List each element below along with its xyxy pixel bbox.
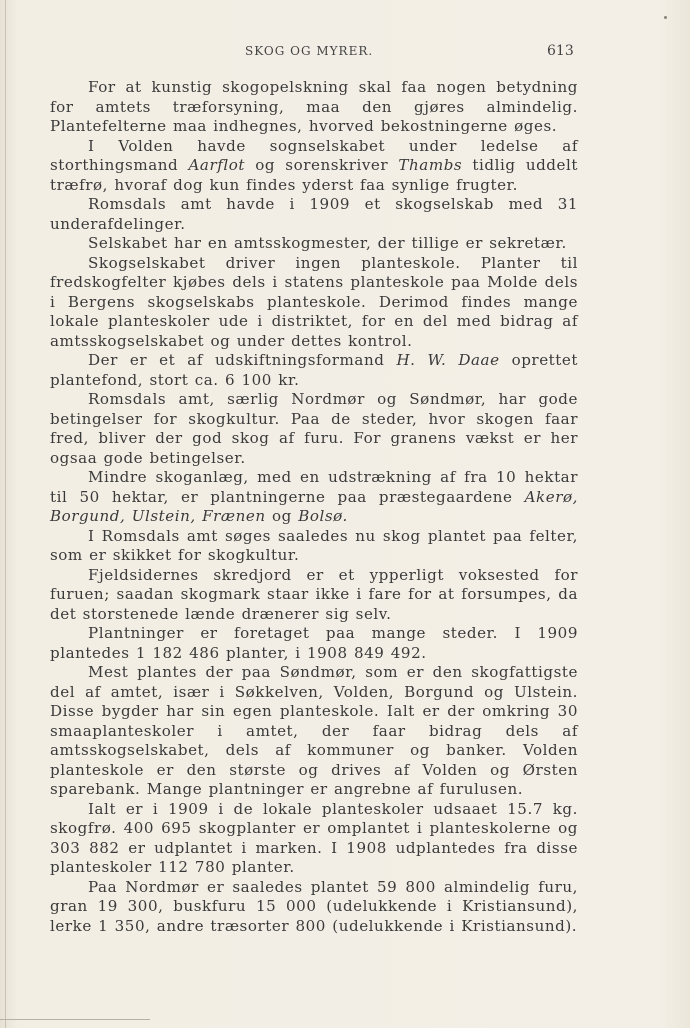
paragraph-text: og <box>265 507 299 525</box>
paragraph-text: Selskabet har en amtsskogmester, der tillige er sekretær. <box>88 234 567 252</box>
paragraph-text: Ialt er i 1909 i de lokale planteskoler udsaaet 15.7 kg. skogfrø. 400 695 skogplanter er omplantet i planteskolerne og 303 882 er udplantet i marken. I 1908 udplantedes fra disse planteskoler 112 780 planter. <box>50 799 578 876</box>
paragraph-text: oprettet plantefond, stort ca. 6 100 kr. <box>50 351 579 389</box>
italic-name: Aarflot <box>188 156 245 174</box>
paragraph <box>50 234 578 254</box>
paragraph <box>50 351 578 390</box>
paragraph-text: og sorenskriver <box>245 156 399 174</box>
paragraph <box>50 195 578 234</box>
paragraph-text: I Volden havde sognselskabet under ledelse af storthingsmand <box>50 136 578 174</box>
paragraph-text: Skogselskabet driver ingen planteskole. Planter til fredskogfelter kjøbes dels i statens planteskole paa Molde dels i Bergens skogselskabs planteskole. Derimod findes mange lokale planteskoler ude i distriktet, for en del med bidrag af amtsskogselskabet og under dettes kontrol. <box>50 253 578 350</box>
paragraph <box>50 878 578 937</box>
paper-speck <box>664 16 667 19</box>
paragraph-text: Paa Nordmør er saaledes plantet 59 800 almindelig furu, gran 19 300, buskfuru 15 000 (udelukkende i Kristiansund), lerke 1 350, andre træsorter 800 (udelukkende i Kristiansund). <box>50 877 578 935</box>
body-text <box>50 78 578 936</box>
italic-name: Akerø, Borgund, Ulstein, Frænen <box>50 487 578 525</box>
paragraph <box>50 78 578 137</box>
paragraph-text: Romsdals amt, særlig Nordmør og Søndmør, har gode betingelser for skogkultur. Paa de steder, hvor skogen faar fred, bliver der god skog af furu. For granens vækst er her ogsaa gode betingelser. <box>50 390 578 467</box>
paragraph-text: Romsdals amt havde i 1909 et skogselskab med 31 underafdelinger. <box>50 195 578 233</box>
italic-name: Thambs <box>398 156 463 174</box>
paragraph-text: Mest plantes der paa Søndmør, som er den skogfattigste del af amtet, især i Søkkelven, Volden, Borgund og Ulstein. Disse bygder har sin egen planteskole. Ialt er der omkring 30 smaaplanteskoler i amtet, der faar bidrag dels af amtsskogselskabet, dels af kommuner og banker. Volden planteskole er den største og drives af Volden og Ørsten sparebank. Mange plantninger er angrebne af furulusen. <box>50 663 578 798</box>
paragraph <box>50 624 578 663</box>
page-number: 613 <box>547 43 574 59</box>
paragraph <box>50 390 578 468</box>
paragraph-text: Fjeldsidernes skredjord er et ypperligt voksested for furuen; saadan skogmark staar ikke i fare for at forsumpes, da det storstenede lænde drænerer sig selv. <box>50 565 578 623</box>
paragraph <box>50 137 578 196</box>
paragraph-text: I Romsdals amt søges saaledes nu skog plantet paa felter, som er skikket for skogkultur. <box>50 526 578 564</box>
running-title: SKOG OG MYRER. <box>245 44 374 58</box>
paragraph-text: Der er et af udskiftningsformand <box>88 351 397 369</box>
italic-name: H. W. Daae <box>396 351 500 369</box>
italic-name: Bolsø. <box>298 507 348 525</box>
paragraph-text: Mindre skoganlæg, med en udstrækning af fra 10 hektar til 50 hektar, er plantningerne paa præstegaardene <box>50 468 578 506</box>
paragraph-text: For at kunstig skogopelskning skal faa nogen betydning for amtets træforsyning, maa den gjøres almindelig. Plantefelterne maa indhegnes, hvorved bekostningerne øges. <box>50 78 578 135</box>
paragraph <box>50 566 578 625</box>
binding-gutter-line <box>5 0 6 1028</box>
paragraph <box>50 254 578 352</box>
paragraph <box>50 800 578 878</box>
bottom-edge-line <box>0 1019 150 1020</box>
paragraph <box>50 468 578 527</box>
paragraph-text: tidlig uddelt træfrø, hvoraf dog kun findes yderst faa synlige frugter. <box>50 156 578 194</box>
paragraph <box>50 663 578 800</box>
paragraph <box>50 527 578 566</box>
paragraph-text: Plantninger er foretaget paa mange steder. I 1909 plantedes 1 182 486 planter, i 1908 849 492. <box>50 624 578 662</box>
